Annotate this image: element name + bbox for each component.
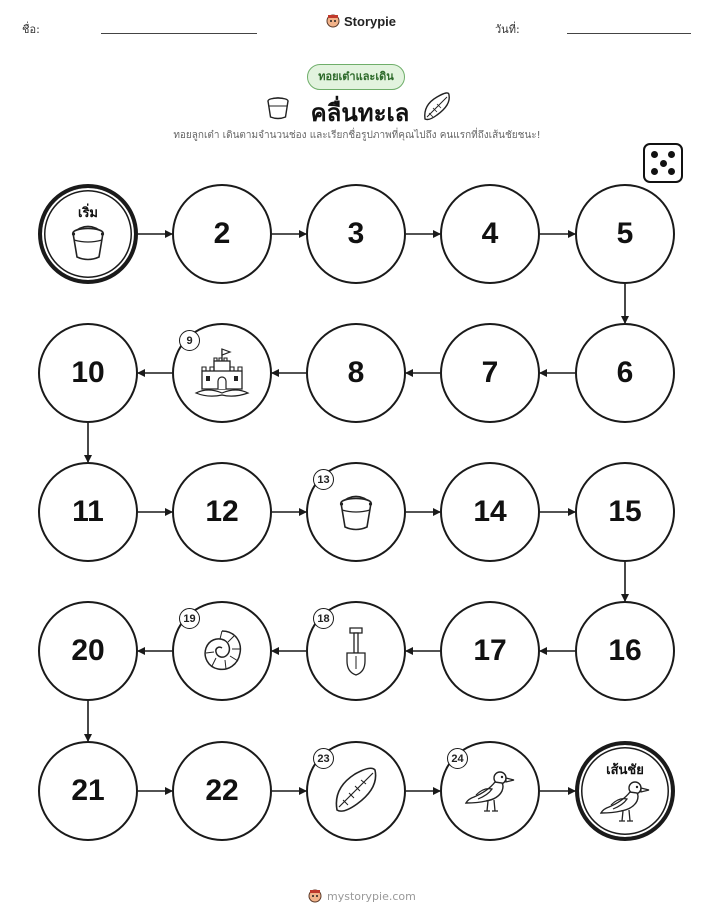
footer-url: mystorypie.com [327,889,416,903]
board-cell-3 [306,184,406,284]
seagull-icon [599,777,651,829]
sandcastle-icon [194,347,250,403]
board-cell-18 [306,601,406,701]
board-cell-9 [172,323,272,423]
board-cell-12 [172,462,272,562]
shovel-icon [343,625,369,681]
cell-number: 4 [481,217,499,250]
board-cell-5 [575,184,675,284]
board-cell-7 [440,323,540,423]
cell-number: 3 [347,217,365,250]
cell-number: 6 [616,356,634,389]
shell-icon [198,627,246,679]
cell-number: 12 [205,495,239,528]
board-cell-22 [172,741,272,841]
board-cell-start [38,184,138,284]
board-cell-4 [440,184,540,284]
seagull-icon [464,767,516,819]
game-tag: ทอยเต๋าและเดิน [307,64,405,90]
bucket-icon [335,490,377,538]
surfboard-icon [331,766,381,820]
board-cell-23 [306,741,406,841]
cell-number: 17 [473,634,507,667]
cell-number: 15 [608,495,642,528]
board-cell-finish [575,741,675,841]
cell-number: 20 [71,634,105,667]
brand-name: Storypie [344,13,397,29]
cell-number: 7 [481,356,499,389]
cell-number-badge: 18 [313,608,334,629]
board-cell-10 [38,323,138,423]
board-cell-17 [440,601,540,701]
cell-number: 11 [72,495,104,528]
board-cell-19 [172,601,272,701]
footer [308,888,416,904]
board-cell-15 [575,462,675,562]
cell-number-badge: 23 [313,748,334,769]
cell-number: 8 [347,356,365,389]
board-cell-13 [306,462,406,562]
cell-number-badge: 9 [179,330,200,351]
cell-number: 2 [213,217,231,250]
cell-number-badge: 24 [447,748,468,769]
date-label: วันที่: [495,23,520,36]
board-cell-16 [575,601,675,701]
board-cell-21 [38,741,138,841]
cell-number: 5 [616,217,634,250]
board-cell-11 [38,462,138,562]
board-cell-8 [306,323,406,423]
cell-number-badge: 19 [179,608,200,629]
cell-number-badge: 13 [313,469,334,490]
cell-number: 22 [205,774,239,807]
name-label: ชื่อ: [22,23,40,36]
cell-number: 21 [71,774,105,807]
board-cell-2 [172,184,272,284]
start-label: เริ่ม [78,206,98,221]
board-cell-24 [440,741,540,841]
cell-number: 16 [608,634,642,667]
cell-number: 10 [71,356,105,389]
board-cell-6 [575,323,675,423]
storypie-mascot-icon [308,888,322,904]
bucket-icon [67,220,109,268]
instructions: ทอยลูกเต๋า เดินตามจำนวนช่อง และเรียกชื่อรูปภาพที่คุณไปถึง คนแรกที่ถึงเส้นชัยชนะ! [173,130,541,141]
page-title: คลื่นทะเล [310,99,410,127]
cell-number: 14 [473,495,507,528]
board-cell-20 [38,601,138,701]
board-cell-14 [440,462,540,562]
finish-label: เส้นชัย [606,763,644,778]
